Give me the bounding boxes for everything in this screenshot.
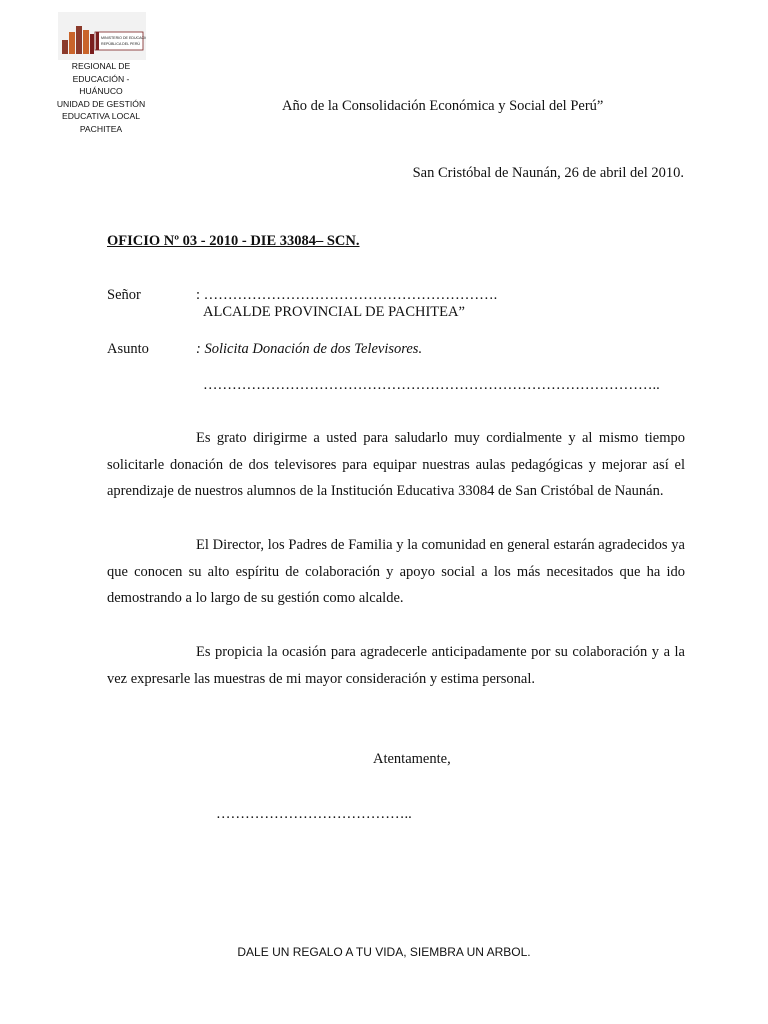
document-reference: OFICIO Nº 03 - 2010 - DIE 33084– SCN.	[107, 233, 360, 249]
paragraph-text: Es grato dirigirme a usted para saludarlo muy cordialmente y al mismo tiempo solicitarle donación de dos televisores para equipar nuestras aulas pedagógicas y mejorar así el aprendizaje de nuestros alumnos de la Institución Educativa 33084 de San Cristóbal de Naunán.	[107, 430, 685, 499]
recipient-label: Señor	[107, 287, 141, 303]
org-line: EDUCACIÓN -	[72, 73, 130, 84]
organization-name	[52, 60, 150, 136]
subject-dots: …………………………………………………………………………………..	[203, 377, 660, 393]
body-paragraph-1	[107, 425, 685, 505]
body-paragraph-2	[107, 532, 685, 612]
place-and-date: San Cristóbal de Naunán, 26 de abril del 2010.	[412, 165, 684, 181]
recipient-title: ALCALDE PROVINCIAL DE PACHITEA”	[203, 304, 465, 320]
closing: Atentamente,	[373, 751, 451, 767]
logo-text-line-2: REPÚBLICA DEL PERÚ	[101, 42, 141, 46]
org-line: EDUCATIVA LOCAL	[61, 111, 140, 122]
org-line: HUÁNUCO	[79, 86, 123, 97]
subject-value: : Solicita Donación de dos Televisores.	[196, 341, 423, 357]
subject-label: Asunto	[107, 341, 149, 357]
footer-motto: DALE UN REGALO A TU VIDA, SIEMBRA UN ARBOL.	[237, 945, 531, 959]
org-line: PACHITEA	[79, 123, 123, 134]
logo-text-line-1: MINISTERIO DE EDUCACIÓN	[101, 36, 146, 40]
paragraph-text: Es propicia la ocasión para agradecerle anticipadamente por su colaboración y a la vez expresarle las muestras de mi mayor consideración y estima personal.	[107, 644, 685, 687]
ministry-logo-icon	[58, 12, 146, 60]
year-motto: Año de la Consolidación Económica y Social del Perú”	[282, 98, 604, 114]
signature-line: …………………………………..	[216, 806, 412, 822]
paragraph-text: El Director, los Padres de Familia y la comunidad en general estarán agradecidos ya que conocen su alto espíritu de colaboración y apoyo social a los más necesitados que ha ido demostrando a lo largo de su gestión como alcalde.	[107, 537, 685, 606]
body-paragraph-3	[107, 639, 685, 692]
org-line: REGIONAL DE	[71, 61, 131, 71]
recipient-value: : …………………………………………………….	[196, 287, 498, 303]
org-line: UNIDAD DE GESTIÓN	[56, 98, 146, 109]
